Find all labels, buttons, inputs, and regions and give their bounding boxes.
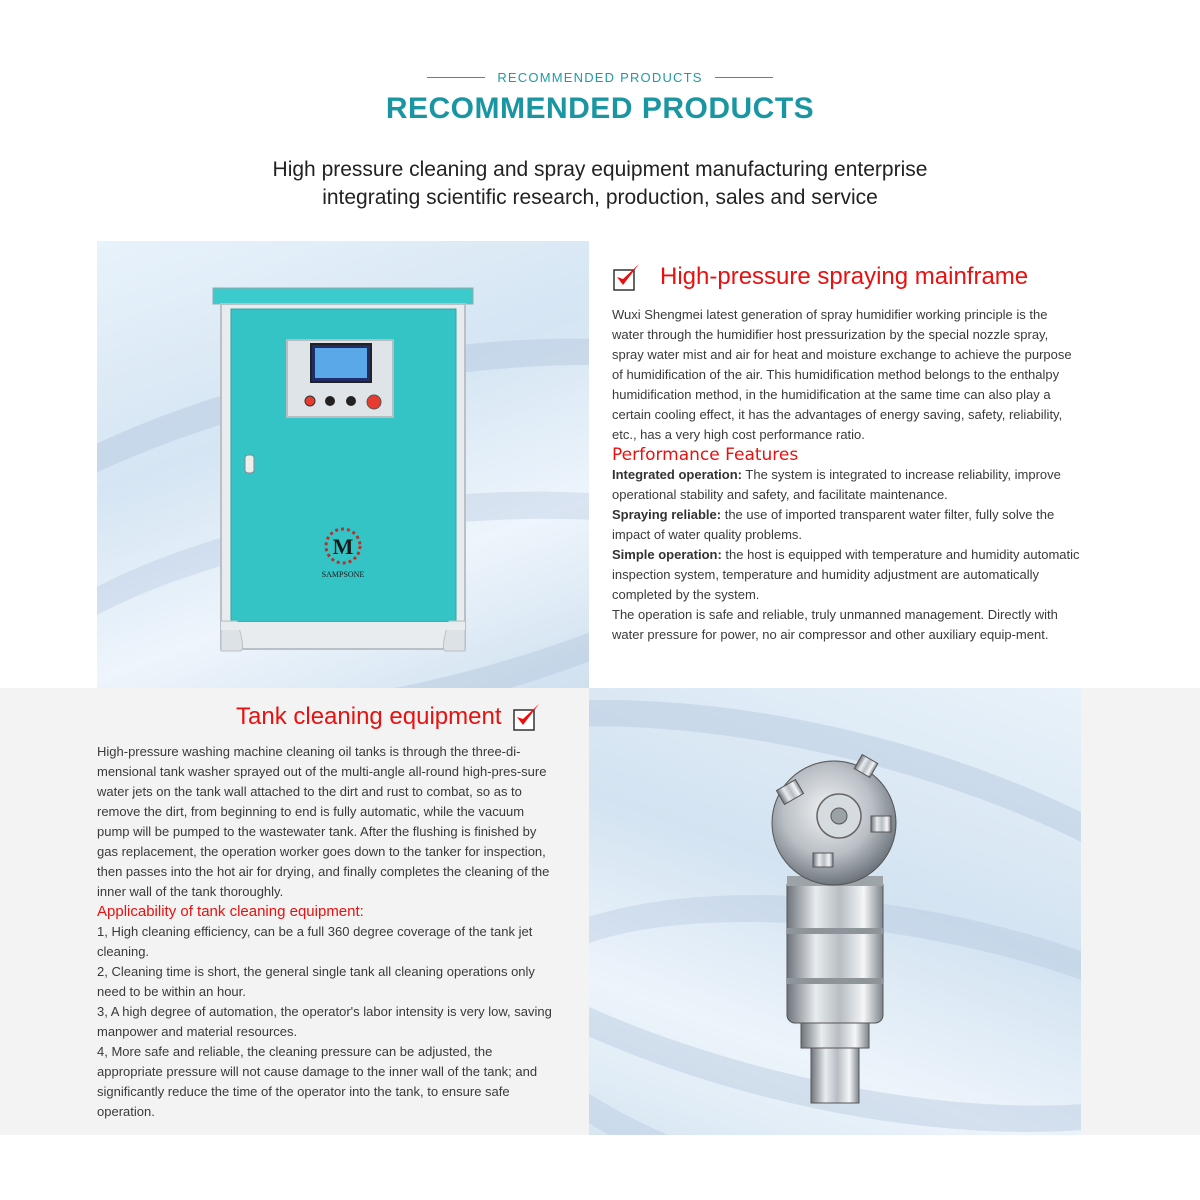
- product1-title: High-pressure spraying mainframe: [660, 263, 1029, 290]
- checkmark-icon: [612, 262, 642, 292]
- feature-item: Spraying reliable: the use of imported transparent water filter, fully solve the impact of water quality problems.: [612, 507, 1055, 542]
- applicability-item: 2, Cleaning time is short, the general single tank all cleaning operations only need to be within an hour.: [97, 964, 535, 999]
- applicability-item: 4, More safe and reliable, the cleaning pressure can be adjusted, the appropriate pressure will not cause damage to the inner wall of the tank; and significantly reduce the time of the operator into the tank, to ensure safe operation.: [97, 1044, 538, 1119]
- feature-item: Simple operation: the host is equipped with temperature and humidity automatic inspection system, temperature and humidity adjustment are automatically completed by the system.: [612, 547, 1080, 602]
- applicability-item: 1, High cleaning efficiency, can be a full 360 degree coverage of the tank jet cleaning.: [97, 924, 533, 959]
- product2-title: Tank cleaning equipment: [236, 703, 502, 730]
- brand-logo-text: SAMPSONE: [321, 570, 365, 579]
- control-cabinet-illustration: [97, 241, 589, 688]
- applicability-heading: Applicability of tank cleaning equipment:: [97, 903, 364, 920]
- product1-image: [97, 241, 589, 688]
- product1-heading: [612, 262, 1028, 292]
- page-title: RECOMMENDED PRODUCTS: [385, 92, 815, 125]
- product2-heading: [236, 702, 542, 732]
- features-heading: Performance Features: [612, 445, 799, 465]
- product2-body: [97, 742, 559, 1122]
- product1-closing: The operation is safe and reliable, truly unmanned management. Directly with water pressure for power, no air compressor and other auxiliary equip-ment.: [612, 607, 1058, 642]
- eyebrow-line-right: [715, 77, 773, 78]
- eyebrow-text: RECOMMENDED PRODUCTS: [497, 70, 703, 85]
- product1-body: [612, 305, 1080, 645]
- subtitle-line-1: High pressure cleaning and spray equipment manufacturing enterprise: [272, 158, 928, 181]
- applicability-item: 3, A high degree of automation, the operator's labor intensity is very low, saving manpower and material resources.: [97, 1004, 552, 1039]
- eyebrow-line-left: [427, 77, 485, 78]
- brand-logo-letter: M: [332, 534, 354, 559]
- product2-description: High-pressure washing machine cleaning oil tanks is through the three-di-mensional tank washer sprayed out of the multi-angle all-round high-pres-sure water jets on the tank wall attached to the dirt and rust to combat, so as to remove the dirt, from beginning to end is fully automatic, while the vacuum pump will be pumped to the wastewater tank. After the flushing is finished by gas replacement, the operation worker goes down to the tanker for inspection, then passes into the hot air for drying, and finally completes the cleaning of the inner wall of the tank thoroughly.: [97, 744, 550, 899]
- section-eyebrow: [0, 70, 1200, 85]
- tank-washer-illustration: [589, 688, 1081, 1135]
- page-subtitle: [0, 156, 1200, 212]
- feature-item: Integrated operation: The system is integrated to increase reliability, improve operational stability and safety, and facilitate maintenance.: [612, 467, 1061, 502]
- product2-image: [589, 688, 1081, 1135]
- product1-description: Wuxi Shengmei latest generation of spray humidifier working principle is the water through the humidifier host pressurization by the special nozzle spray, spray water mist and air for heat and moisture exchange to achieve the purpose of humidification of the air. This humidification method belongs to the enthalpy humidification method, in the humidification at the same time can also play a certain cooling effect, it has the advantages of energy saving, safety, reliability, etc., has a very high cost performance ratio.: [612, 307, 1072, 442]
- subtitle-line-2: integrating scientific research, production, sales and service: [322, 186, 878, 209]
- checkmark-icon: [512, 702, 542, 732]
